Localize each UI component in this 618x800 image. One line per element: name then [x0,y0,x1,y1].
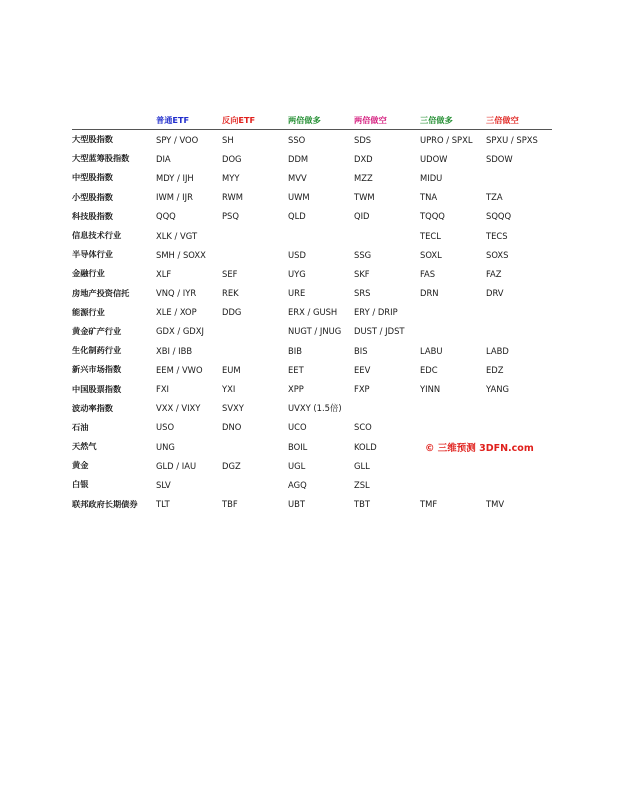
cell-2x-short: ZSL [354,479,370,490]
cell-inverse-etf: DNO [222,422,242,433]
cell-3x-short: LABD [486,345,509,356]
cell-regular-etf: GDX / GDXJ [156,326,204,337]
cell-3x-long: UDOW [420,153,448,164]
cell-3x-short: TZA [486,192,503,203]
cell-3x-long [420,418,486,437]
cell-sector-label: 中国股票指数 [72,383,122,394]
cell-sector-label: 中型股指数 [72,172,113,183]
cell-3x-long: TECL [420,230,441,241]
cell-sector-label: 黄金矿产行业 [72,325,122,336]
cell-inverse-etf: SVXY [222,403,244,414]
cell-2x-short: FXP [354,384,370,395]
table-row [72,168,552,187]
cell-3x-long [420,456,486,475]
cell-inverse-etf [222,226,288,245]
table-row [72,245,552,264]
cell-sector-label: 房地产投资信托 [72,287,130,298]
cell-2x-short: QID [354,211,370,222]
cell-regular-etf: SPY / VOO [156,134,199,145]
cell-3x-long: MIDU [420,172,443,183]
cell-2x-long: BOIL [288,441,308,452]
cell-inverse-etf [222,475,288,494]
table-row [72,456,552,475]
cell-2x-long: SSO [288,134,306,145]
cell-3x-long [420,322,486,341]
cell-regular-etf: UNG [156,441,175,452]
cell-3x-short: TECS [486,230,508,241]
cell-regular-etf: MDY / IJH [156,172,194,183]
cell-3x-short [486,456,552,475]
cell-3x-long: EDC [420,364,438,375]
cell-inverse-etf [222,322,288,341]
cell-2x-long: UCO [288,422,307,433]
cell-sector-label: 半导体行业 [72,249,113,260]
cell-3x-short: DRV [486,288,504,299]
table-row [72,379,552,398]
cell-regular-etf: IWM / IJR [156,192,193,203]
header-cell-3x-long: 三倍做多 [420,112,486,130]
cell-regular-etf: XLK / VGT [156,230,198,241]
cell-3x-short: SPXU / SPXS [486,134,538,145]
table-row [72,226,552,245]
watermark-copyright: © 三维预测 3DFN.com [425,443,534,454]
cell-sector-label: 新兴市场指数 [72,364,122,375]
cell-2x-long: UYG [288,268,306,279]
cell-3x-short [486,322,552,341]
table-row [72,264,552,283]
cell-2x-short: GLL [354,460,370,471]
cell-2x-short: SSG [354,249,372,260]
header-row [72,112,552,130]
cell-sector-label: 大型蓝筹股指数 [72,153,130,164]
header-cell-inverse-etf: 反向ETF [222,112,288,130]
cell-2x-short: DXD [354,153,373,164]
cell-sector-label: 联邦政府长期债券 [72,498,138,509]
cell-sector-label: 金融行业 [72,268,105,279]
cell-2x-long [288,226,354,245]
header-cell-regular-etf: 普通ETF [156,112,222,130]
cell-sector-label: 石油 [72,421,89,432]
cell-3x-short: SOXS [486,249,509,260]
table-row [72,322,552,341]
cell-regular-etf: SLV [156,479,171,490]
table-row [72,303,552,322]
cell-regular-etf: XLF [156,268,172,279]
cell-inverse-etf: SEF [222,268,238,279]
cell-3x-short: TMV [486,499,505,510]
cell-2x-short: BIS [354,345,368,356]
cell-2x-short [354,226,420,245]
table-body [72,130,552,514]
cell-inverse-etf [222,245,288,264]
cell-inverse-etf [222,437,288,456]
cell-3x-short [486,303,552,322]
cell-regular-etf: DIA [156,153,171,164]
cell-2x-short [354,399,420,418]
cell-3x-long: TQQQ [420,211,445,222]
cell-2x-short: TBT [354,499,370,510]
cell-2x-short: EEV [354,364,371,375]
cell-inverse-etf: TBF [222,499,238,510]
cell-3x-short: SQQQ [486,211,512,222]
cell-2x-long: USD [288,249,306,260]
header-cell-3x-short: 三倍做空 [486,112,552,130]
cell-regular-etf: VNQ / IYR [156,288,197,299]
cell-2x-long: UWM [288,192,310,203]
cell-regular-etf: GLD / IAU [156,460,197,471]
cell-3x-short [486,399,552,418]
cell-regular-etf: QQQ [156,211,176,222]
cell-inverse-etf: DOG [222,153,242,164]
table-row [72,495,552,514]
cell-2x-long: ERX / GUSH [288,307,338,318]
cell-sector-label: 天然气 [72,441,97,452]
cell-inverse-etf: DGZ [222,460,241,471]
cell-inverse-etf: DDG [222,307,242,318]
table-row [72,284,552,303]
cell-sector-label: 能源行业 [72,306,105,317]
cell-3x-short: FAZ [486,268,502,279]
cell-2x-short: DUST / JDST [354,326,405,337]
cell-2x-short: ERY / DRIP [354,307,398,318]
cell-sector-label: 信息技术行业 [72,230,122,241]
cell-inverse-etf: SH [222,134,234,145]
cell-sector-label: 科技股指数 [72,210,113,221]
cell-2x-long: EET [288,364,304,375]
cell-2x-long: QLD [288,211,306,222]
table-row [72,399,552,418]
cell-3x-short [486,475,552,494]
table-row [72,418,552,437]
header-cell-2x-short: 两倍做空 [354,112,420,130]
cell-regular-etf: XLE / XOP [156,307,197,318]
cell-sector-label: 白银 [72,479,89,490]
cell-3x-short: EDZ [486,364,504,375]
cell-2x-short: SDS [354,134,372,145]
header-cell-empty [72,112,156,130]
cell-2x-long: AGQ [288,479,307,490]
cell-inverse-etf: EUM [222,364,241,375]
cell-inverse-etf: RWM [222,192,243,203]
cell-2x-short: SCO [354,422,372,433]
cell-3x-long: DRN [420,288,439,299]
cell-3x-long [420,475,486,494]
cell-inverse-etf: REK [222,288,239,299]
cell-regular-etf: EEM / VWO [156,364,203,375]
cell-2x-short: KOLD [354,441,377,452]
cell-sector-label: 大型股指数 [72,134,113,145]
cell-2x-long: URE [288,288,306,299]
cell-regular-etf: FXI [156,384,170,395]
cell-2x-long: MVV [288,172,307,183]
cell-sector-label: 生化制药行业 [72,345,122,356]
table-row [72,341,552,360]
cell-2x-short: MZZ [354,172,373,183]
cell-regular-etf: VXX / VIXY [156,403,201,414]
cell-3x-short: SDOW [486,153,513,164]
cell-2x-short: SRS [354,288,371,299]
cell-3x-long: SOXL [420,249,442,260]
cell-2x-long: UBT [288,499,305,510]
cell-sector-label: 小型股指数 [72,191,113,202]
table-row [72,130,552,150]
cell-2x-long: NUGT / JNUG [288,326,342,337]
cell-2x-long: BIB [288,345,302,356]
cell-regular-etf: TLT [156,499,170,510]
header-cell-2x-long: 两倍做多 [288,112,354,130]
cell-regular-etf: USO [156,422,175,433]
cell-regular-etf: XBI / IBB [156,345,193,356]
cell-3x-long: FAS [420,268,436,279]
cell-3x-long: TNA [420,192,438,203]
cell-inverse-etf: YXI [222,384,236,395]
cell-2x-long: UGL [288,460,306,471]
cell-3x-long [420,303,486,322]
cell-3x-long: LABU [420,345,443,356]
table-row [72,188,552,207]
table-row [72,475,552,494]
cell-3x-long: UPRO / SPXL [420,134,473,145]
cell-3x-short [486,418,552,437]
cell-inverse-etf: MYY [222,172,240,183]
cell-sector-label: 波动率指数 [72,402,113,413]
cell-inverse-etf [222,341,288,360]
cell-3x-long: TMF [420,499,438,510]
cell-2x-short: SKF [354,268,370,279]
cell-3x-short: YANG [486,384,509,395]
cell-2x-long: DDM [288,153,309,164]
cell-2x-long: UVXY (1.5倍) [288,403,342,414]
table-row [72,360,552,379]
cell-2x-long: XPP [288,384,304,395]
cell-3x-long: YINN [420,384,441,395]
cell-2x-short: TWM [354,192,375,203]
table-row [72,207,552,226]
cell-3x-short [486,168,552,187]
table-row [72,149,552,168]
cell-inverse-etf: PSQ [222,211,239,222]
cell-3x-long [420,399,486,418]
cell-sector-label: 黄金 [72,460,89,471]
cell-regular-etf: SMH / SOXX [156,249,206,260]
